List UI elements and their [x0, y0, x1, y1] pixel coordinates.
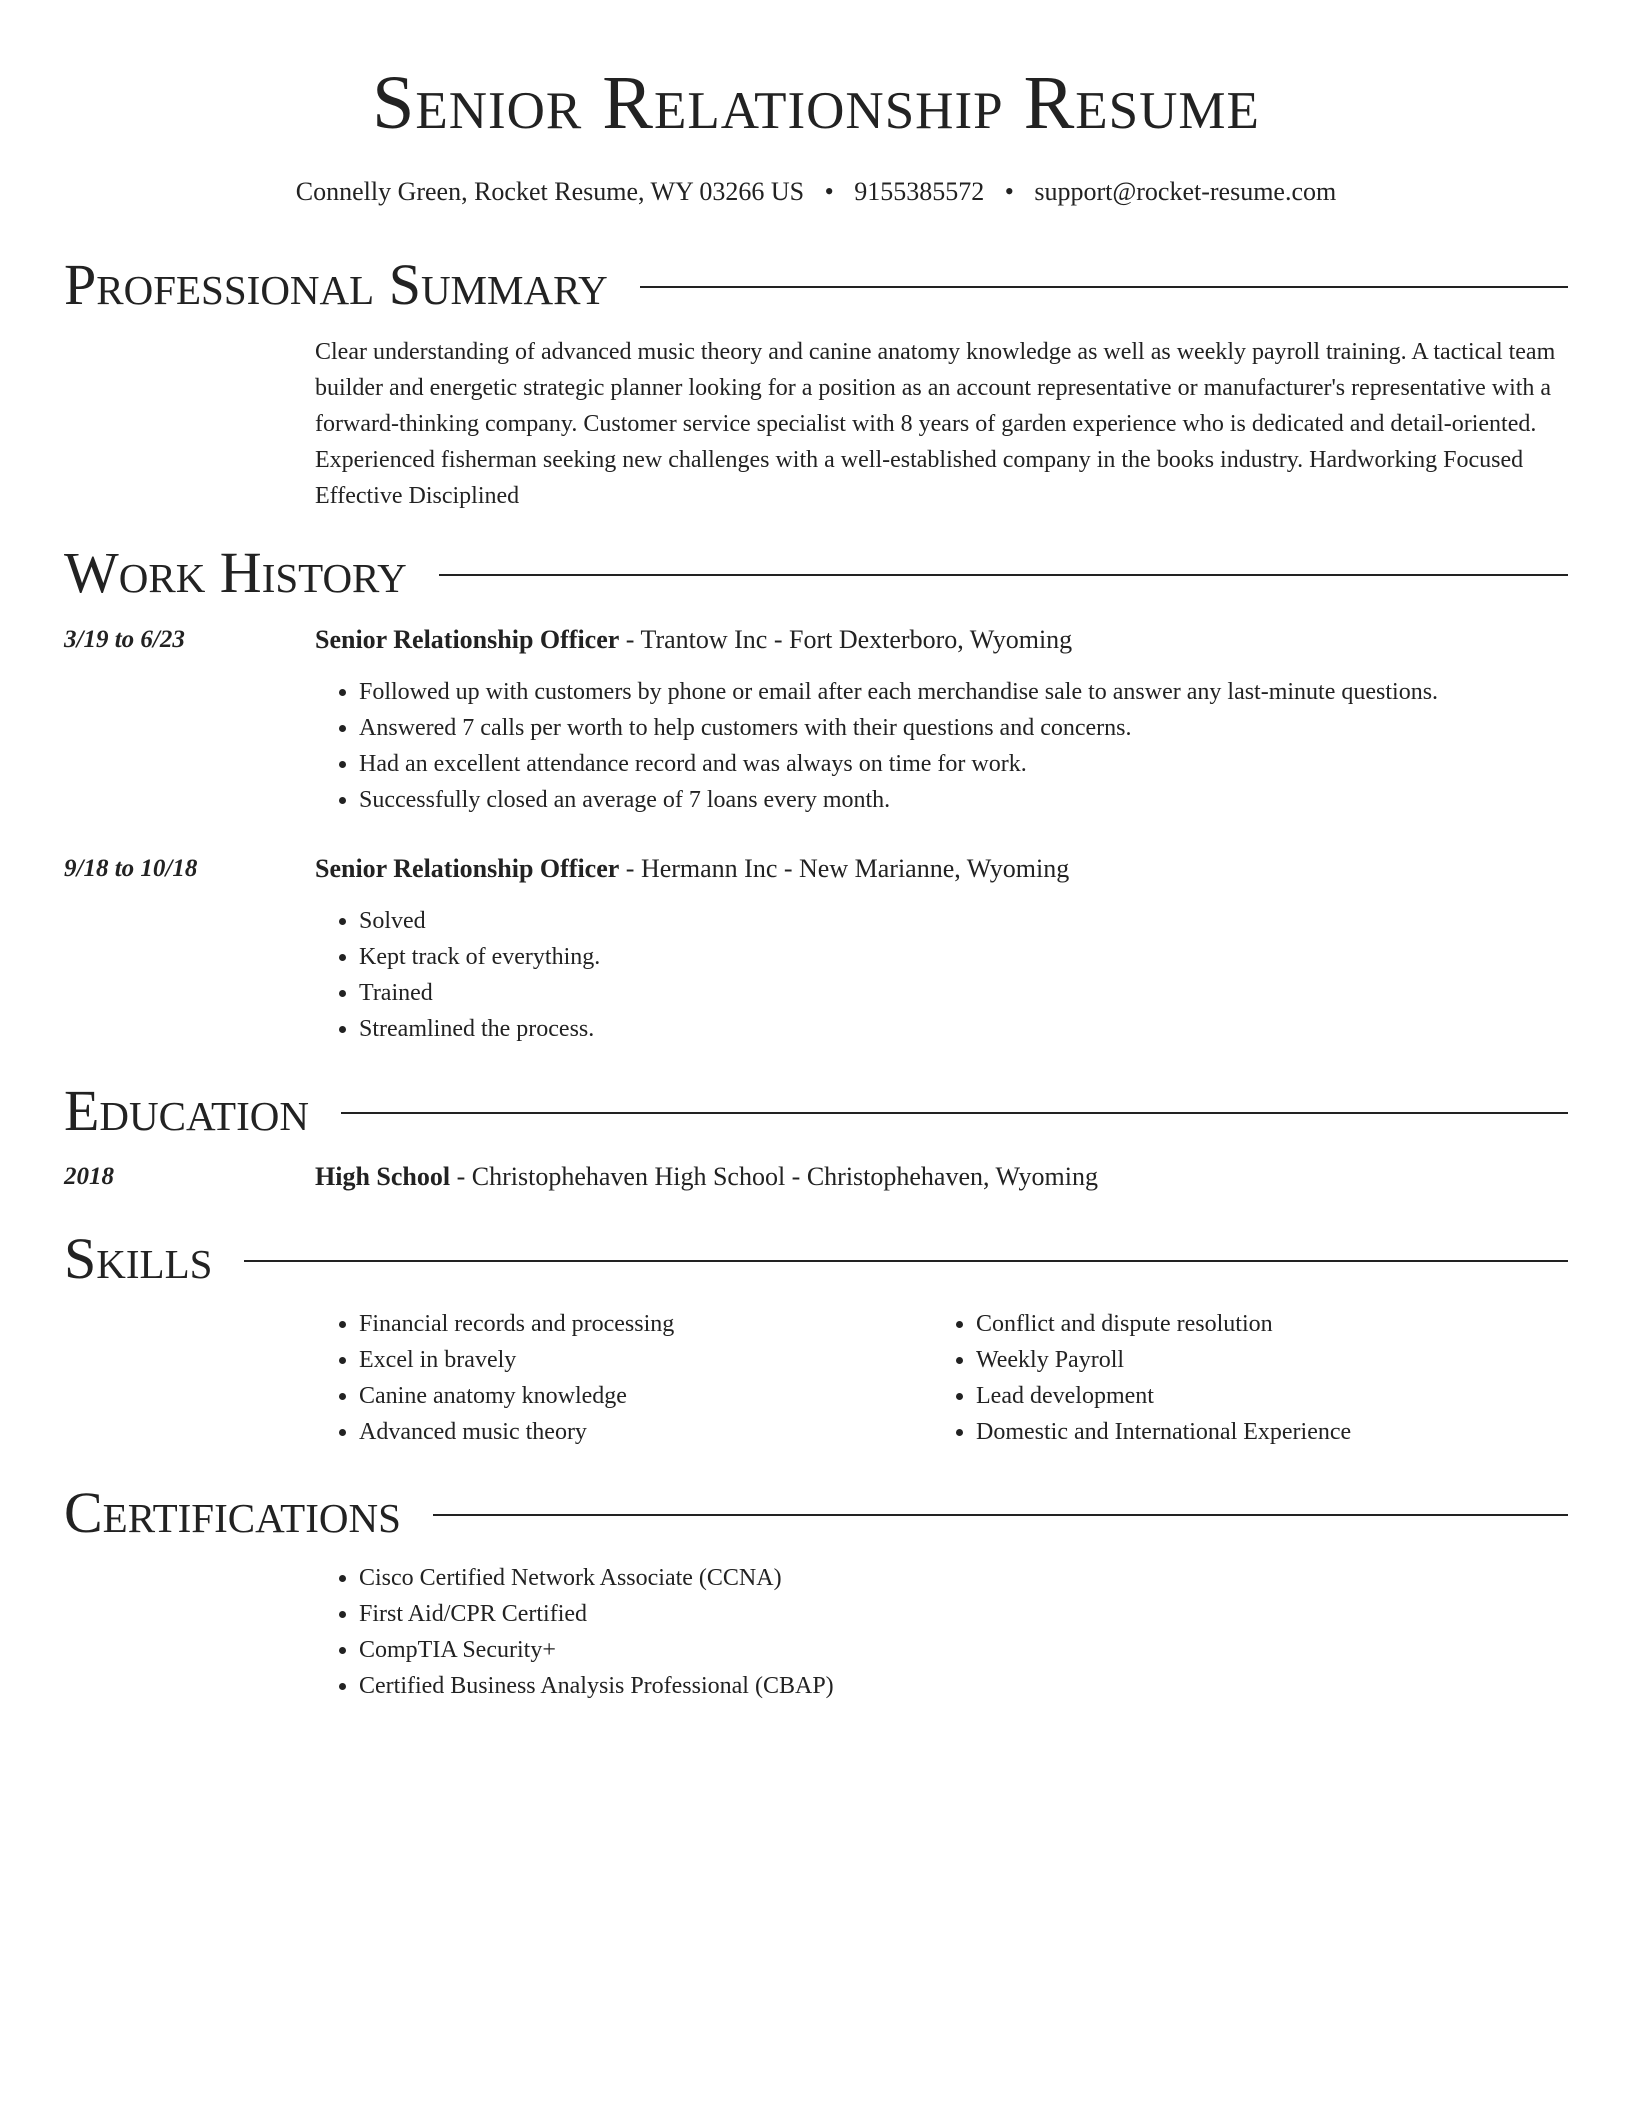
section-title-education: Education: [64, 1078, 309, 1143]
summary-text: Clear understanding of advanced music theory and canine anatomy knowledge as well as weekly payroll training. A tactical team builder and energetic strategic planner looking for a position as an account representative or manufacturer's representative with a forward-thinking company. Customer service specialist with 8 years of garden experience who is dedicated and detail-oriented. Experienced fisherman seeking new challenges with a well-established company in the books industry. Hardworking Focused Effective Disciplined: [315, 339, 1556, 509]
list-item: • Canine anatomy knowledge: [359, 1378, 932, 1414]
list-item: • Had an excellent attendance record and was always on time for work.: [359, 746, 1568, 782]
skills-list-left: [315, 1306, 932, 1450]
list-item: • Cisco Certified Network Associate (CCNA): [359, 1560, 1568, 1596]
education-heading: [315, 1159, 1568, 1195]
list-item: • Trained: [359, 975, 1568, 1011]
contact-address: Connelly Green, Rocket Resume, WY 03266 US: [295, 177, 805, 206]
list-item: • Domestic and International Experience: [976, 1414, 1549, 1450]
list-item: • Lead development: [976, 1378, 1549, 1414]
certifications-block: [315, 1560, 1568, 1704]
list-item: • Excel in bravely: [359, 1342, 932, 1378]
section-divider: [341, 1112, 1568, 1114]
list-item: • Kept track of everything.: [359, 939, 1568, 975]
section-title-skills: Skills: [64, 1226, 213, 1291]
section-divider: [640, 286, 1568, 288]
job-entry: [315, 851, 1568, 1047]
section-title-summary: Professional Summary: [64, 252, 608, 317]
list-item: • Followed up with customers by phone or email after each merchandise sale to answer any last-minute questions.: [359, 674, 1568, 710]
education-details: - Christophehaven High School - Christophehaven, Wyoming: [450, 1162, 1098, 1191]
section-title-certifications: Certifications: [64, 1480, 401, 1545]
job-heading: [315, 851, 1568, 887]
certifications-list: [315, 1560, 1568, 1704]
contact-line: [64, 175, 1568, 209]
education-entry: [315, 1159, 1568, 1195]
education-year: 2018: [64, 1163, 114, 1190]
list-item: • Solved: [359, 903, 1568, 939]
contact-separator: •: [1004, 177, 1014, 206]
summary-block: [315, 334, 1568, 514]
list-item: • First Aid/CPR Certified: [359, 1596, 1568, 1632]
list-item: • CompTIA Security+: [359, 1632, 1568, 1668]
resume-title: Senior Relationship Resume: [372, 61, 1260, 145]
job-dates: 9/18 to 10/18: [64, 855, 198, 882]
list-item: • Conflict and dispute resolution: [976, 1306, 1549, 1342]
section-header-work-history: [64, 540, 1568, 606]
contact-separator: •: [824, 177, 834, 206]
job-dates: 3/19 to 6/23: [64, 626, 185, 653]
contact-email: support@rocket-resume.com: [1034, 177, 1337, 206]
skills-list-right: [932, 1306, 1549, 1450]
job-details: - Hermann Inc - New Marianne, Wyoming: [619, 854, 1070, 883]
section-header-summary: [64, 252, 1568, 318]
education-degree: High School: [315, 1162, 451, 1191]
section-header-skills: [64, 1226, 1568, 1292]
job-entry: [315, 622, 1568, 818]
job-details: - Trantow Inc - Fort Dexterboro, Wyoming: [619, 625, 1073, 654]
section-divider: [439, 574, 1568, 576]
list-item: • Financial records and processing: [359, 1306, 932, 1342]
section-divider: [244, 1260, 1568, 1262]
job-bullets: [315, 903, 1568, 1047]
list-item: • Weekly Payroll: [976, 1342, 1549, 1378]
list-item: • Advanced music theory: [359, 1414, 932, 1450]
section-header-education: [64, 1078, 1568, 1144]
job-title: Senior Relationship Officer: [315, 854, 620, 883]
list-item: • Streamlined the process.: [359, 1011, 1568, 1047]
list-item: • Answered 7 calls per worth to help customers with their questions and concerns.: [359, 710, 1568, 746]
job-title: Senior Relationship Officer: [315, 625, 620, 654]
list-item: • Certified Business Analysis Professional (CBAP): [359, 1668, 1568, 1704]
skills-block: [315, 1306, 1568, 1450]
job-bullets: [315, 674, 1568, 818]
section-header-certifications: [64, 1480, 1568, 1546]
section-title-work-history: Work History: [64, 540, 407, 605]
job-heading: [315, 622, 1568, 658]
contact-phone: 9155385572: [854, 177, 985, 206]
list-item: • Successfully closed an average of 7 loans every month.: [359, 782, 1568, 818]
section-divider: [433, 1514, 1568, 1516]
